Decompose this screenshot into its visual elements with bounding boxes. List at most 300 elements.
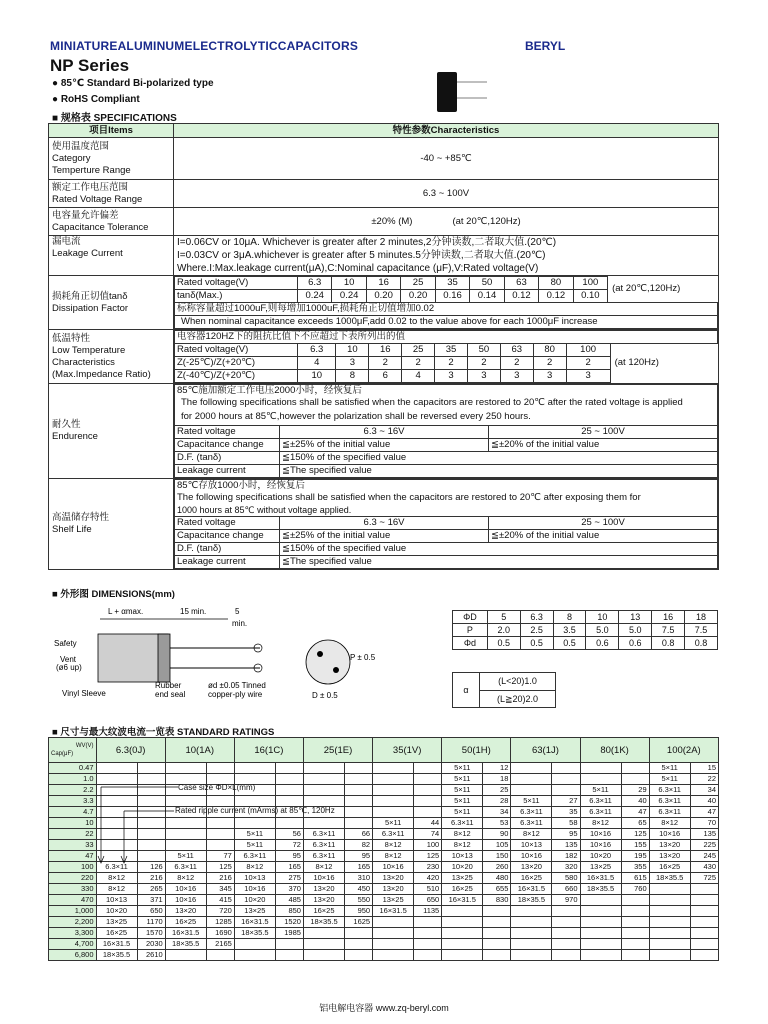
ripple-current: 27 [552,796,580,807]
case-size [165,950,206,961]
ripple-current: 1985 [275,928,303,939]
case-size [511,774,552,785]
lowtemp-row1-cell: 2 [500,357,533,370]
ripple-current [414,774,442,785]
ripple-current [275,939,303,950]
corner-wv: WV(V) [75,743,94,749]
ripple-current: 265 [137,884,165,895]
ripple-current [690,928,718,939]
ripple-current [414,917,442,928]
df-value-cell: 0.24 [298,290,332,303]
ripple-current [483,917,511,928]
table-row [49,884,719,895]
ripple-current: 47 [621,807,649,818]
case-size: 16×25 [442,884,483,895]
cap-value: 1,000 [49,906,97,917]
endurance-note-en1: The following specifications shall be satisfied when the capacitors are restored to 20℃ after the rated voltage is applied [175,397,718,409]
lowtemp-row1-cell: 2 [369,357,402,370]
df-rv-label: Rated voltage(V) [175,277,298,290]
lowtemp-voltage: 6.3 [298,344,336,357]
lowtemp-row2-cell: 3 [467,370,500,383]
ripple-current [414,807,442,818]
ripple-current: 15 [690,763,718,774]
case-size: 5×11 [442,785,483,796]
ripple-current: 72 [275,840,303,851]
df-voltage: 63 [504,277,538,290]
ripple-current: 182 [552,851,580,862]
lowtemp-voltage: 16 [369,344,402,357]
case-size: 10×16 [234,884,275,895]
dim-cell: 0.6 [619,637,652,650]
df-value-cell: 0.24 [332,290,366,303]
ripple-current: 2610 [137,950,165,961]
lowtemp-row2-label: Z(-40℃)/Z(+20℃) [175,370,298,383]
ripple-current [414,763,442,774]
ripple-current [345,774,373,785]
ratings-heading: ■ 尺寸与最大纹波电流一览表 STANDARD RATINGS [52,727,275,738]
ripple-current: 40 [621,796,649,807]
ripple-current [621,895,649,906]
lowtemp-row1-cell: 4 [298,357,336,370]
ripple-current: 1285 [206,917,234,928]
ripple-current: 720 [206,906,234,917]
ripple-current: 310 [345,873,373,884]
shelf-note-en2: 1000 hours at 85℃ without voltage applied. [175,504,718,517]
temp-value: -40 ~ +85℃ [174,138,719,180]
df-voltage: 100 [573,277,607,290]
cap-value: 2,200 [49,917,97,928]
ripple-current: 74 [414,829,442,840]
lowtemp-condition: (at 120Hz) [614,357,659,369]
ripple-current: 970 [552,895,580,906]
ripple-current [345,928,373,939]
case-size: 10×13 [96,895,137,906]
case-size: 6.3×11 [580,807,621,818]
ripple-current [275,785,303,796]
alpha-v1: (L<20)1.0 [480,673,556,691]
df-voltage: 50 [470,277,504,290]
ripple-current [345,950,373,961]
endurance-note-cn: 85℃施加额定工作电压2000小时，经恢复后 [175,385,718,398]
cap-value: 3.3 [49,796,97,807]
df-label: 损耗角正切值tanδ Dissipation Factor [49,276,174,330]
brand-name: BERYL [525,39,566,53]
cap-value: 3,300 [49,928,97,939]
dim-cell: 2.0 [487,624,520,637]
case-size: 10×16 [165,884,206,895]
case-size: 10×20 [96,906,137,917]
lowtemp-row1-cell: 2 [533,357,566,370]
dim-5: 5 [235,607,240,616]
ripple-current [345,785,373,796]
ripple-current [552,950,580,961]
df-voltage: 6.3 [298,277,332,290]
ripple-current [552,928,580,939]
ripple-current [552,763,580,774]
ripple-current: 70 [690,818,718,829]
ripple-current: 485 [275,895,303,906]
case-size: 8×12 [373,840,414,851]
ripple-current [552,917,580,928]
case-size: 13×25 [442,873,483,884]
ripple-current: 950 [345,906,373,917]
case-size: 18×35.5 [511,895,552,906]
case-size: 13×20 [373,884,414,895]
dim-l-alpha: L + αmax. [108,607,144,616]
ripple-current [621,928,649,939]
case-size [649,917,690,928]
dim-cell: 16 [652,611,685,624]
case-size: 18×35.5 [234,928,275,939]
ripple-current: 550 [345,895,373,906]
lowtemp-row1-cell: 3 [336,357,369,370]
lowtemp-voltage: 63 [500,344,533,357]
case-size [373,917,414,928]
ripple-current: 100 [414,840,442,851]
ripple-current: 165 [275,862,303,873]
ripple-current: 28 [483,796,511,807]
ripple-current: 275 [275,873,303,884]
ripple-current: 195 [621,851,649,862]
ripple-current: 135 [552,840,580,851]
lowtemp-voltage: 80 [533,344,566,357]
case-size [511,763,552,774]
case-size [303,818,344,829]
cap-value: 220 [49,873,97,884]
dim-vent2: (ø6 up) [56,663,82,672]
dim-cell: 5.0 [619,624,652,637]
table-row [49,895,719,906]
corner-cap: Cap(μF) [51,751,74,757]
voltage-header: 25(1E) [303,738,372,763]
df-value-cell: 0.12 [539,290,573,303]
ripple-current: 480 [483,873,511,884]
endurance-value [174,384,719,479]
ripple-current: 22 [690,774,718,785]
ripple-current: 66 [345,829,373,840]
ripple-current [414,939,442,950]
case-size [303,796,344,807]
ripple-current [206,818,234,829]
feature-bullet: ● 85℃ Standard Bi-polarized type [52,78,214,89]
ripple-current: 18 [483,774,511,785]
case-size [373,774,414,785]
case-size: 10×16 [649,829,690,840]
endurance-range1: 6.3 ~ 16V [280,426,489,439]
case-size: 10×16 [303,873,344,884]
ripple-current [621,774,649,785]
case-size [511,785,552,796]
endurance-lc: ≦The specified value [280,465,718,478]
lowtemp-row2-cell: 10 [298,370,336,383]
df-note-cn: 标称容量超过1000uF,则每增加1000uF,损耗角正切值增加0.02 [175,303,718,316]
ripple-current: 40 [690,796,718,807]
endurance-df: ≦150% of the specified value [280,452,718,465]
annotation-arrows [96,770,186,865]
table-row [49,928,719,939]
case-size [303,785,344,796]
dim-cell: 0.5 [520,637,553,650]
ripple-current [690,895,718,906]
alpha-label: α [453,673,480,708]
df-value-cell: 0.20 [401,290,435,303]
ripple-current: 95 [345,851,373,862]
leakage-value: I=0.06CV or 10μA. Whichever is greater after 2 minutes,2分钟读数,二者取大值.(20℃) I=0.03CV or 3μA.whichever is greater after 5 minutes.5分钟读数,二者取大值.(20℃) Where.I:Max.leakage current(μA),C:Nominal capacitance (μF),V:Rated voltage(V) [174,236,719,276]
lowtemp-row2-cell: 3 [500,370,533,383]
case-size: 5×11 [580,785,621,796]
case-size: 5×11 [442,763,483,774]
case-size [649,884,690,895]
ripple-current: 1520 [275,917,303,928]
voltage-header: 63(1J) [511,738,580,763]
case-size [580,895,621,906]
dim-cell: 0.8 [652,637,685,650]
ripple-current: 95 [275,851,303,862]
case-size: 13×20 [303,895,344,906]
shelf-cap1: ≦±25% of the initial value [280,530,489,543]
section-heading: ■ 规格表 SPECIFICATIONS [52,113,177,124]
case-size: 8×12 [234,862,275,873]
case-size [649,895,690,906]
ripple-current [552,939,580,950]
case-size: 13×20 [511,862,552,873]
case-size: 16×25 [165,917,206,928]
case-size [303,763,344,774]
endurance-cap1: ≦±25% of the initial value [280,439,489,452]
case-size [234,796,275,807]
dim-cell: 3.5 [553,624,586,637]
dim-wire: ød ±0.05 Tinned [208,681,266,690]
shelf-rv-label: Rated voltage [175,517,280,530]
case-size: 10×16 [580,829,621,840]
endurance-lc-label: Leakage current [175,465,280,478]
case-size: 6.3×11 [580,796,621,807]
ripple-current: 1625 [345,917,373,928]
ripple-current: 1570 [137,928,165,939]
lowtemp-value [174,330,719,384]
dim-cell: 0.6 [586,637,619,650]
ripple-note: Rated ripple current (mArms) at 85℃, 120Hz [175,806,335,815]
lowtemp-voltage: 10 [336,344,369,357]
ripple-current: 65 [621,818,649,829]
case-size [580,928,621,939]
ripple-current: 660 [552,884,580,895]
ripple-current [621,906,649,917]
dim-cell: 0.5 [487,637,520,650]
case-size [373,785,414,796]
case-size-note: Case size ΦD×L(mm) [178,783,256,792]
dim-cell: 0.8 [685,637,718,650]
shelf-cap2: ≦±20% of the initial value [489,530,718,543]
ripple-current [690,906,718,917]
case-size: 13×25 [96,917,137,928]
case-size: 10×16 [373,862,414,873]
lowtemp-row2-cell: 8 [336,370,369,383]
table-row [49,950,719,961]
lowtemp-rv-label: Rated voltage(V) [175,344,298,357]
case-size [580,950,621,961]
table-row [49,939,719,950]
case-size: 16×31.5 [96,939,137,950]
ripple-current [206,840,234,851]
dim-cell: 7.5 [685,624,718,637]
case-size [373,796,414,807]
ripple-current: 371 [137,895,165,906]
ripple-current: 35 [552,807,580,818]
voltage-label: 额定工作电压范围 Rated Voltage Range [49,180,174,208]
case-size: 5×11 [442,807,483,818]
lowtemp-row2-cell: 4 [402,370,435,383]
ripple-current: 34 [483,807,511,818]
dimensions-heading: ■ 外形图 DIMENSIONS(mm) [52,589,175,600]
case-size [234,950,275,961]
case-size [234,763,275,774]
case-size [373,807,414,818]
case-size: 13×25 [373,895,414,906]
case-size: 10×16 [511,851,552,862]
cap-value: 1.0 [49,774,97,785]
ripple-current: 450 [345,884,373,895]
voltage-header: 16(1C) [234,738,303,763]
case-size: 8×12 [649,818,690,829]
case-size: 5×11 [511,796,552,807]
df-voltage: 80 [539,277,573,290]
shelf-range1: 6.3 ~ 16V [280,517,489,530]
lowtemp-row1-label: Z(-25℃)/Z(+20℃) [175,357,298,370]
case-size [580,763,621,774]
ripple-current: 655 [483,884,511,895]
cap-value: 4,700 [49,939,97,950]
case-size: 6.3×11 [165,862,206,873]
ripple-current [552,785,580,796]
cap-value: 100 [49,862,97,873]
ripple-current: 830 [483,895,511,906]
case-size [649,939,690,950]
case-size [580,917,621,928]
case-size: 16×25 [511,873,552,884]
shelf-df: ≦150% of the specified value [280,543,718,556]
ripple-current: 216 [206,873,234,884]
ripple-current [275,763,303,774]
ratings-corner [49,738,97,763]
case-size [580,939,621,950]
dim-safety: Safety [54,639,77,648]
case-size: 8×12 [303,862,344,873]
df-voltage: 25 [401,277,435,290]
shelf-cap-label: Capacitance change [175,530,280,543]
tolerance-value: ±20% (M) (at 20℃,120Hz) [174,208,719,236]
ripple-current: 355 [621,862,649,873]
ripple-current [345,818,373,829]
shelf-range2: 25 ~ 100V [489,517,718,530]
lowtemp-row1-cell: 2 [402,357,435,370]
case-size: 6.3×11 [303,840,344,851]
lowtemp-row1-cell: 2 [467,357,500,370]
ripple-current [275,818,303,829]
lowtemp-row2-cell: 6 [369,370,402,383]
ripple-current: 1135 [414,906,442,917]
case-size [303,928,344,939]
case-size: 5×11 [649,763,690,774]
ripple-current: 34 [690,785,718,796]
voltage-value: 6.3 ~ 100V [174,180,719,208]
case-size: 13×25 [234,906,275,917]
case-size [649,950,690,961]
ripple-current: 370 [275,884,303,895]
case-size: 6.3×11 [649,807,690,818]
case-size: 6.3×11 [303,829,344,840]
ripple-current: 126 [137,862,165,873]
case-size: 16×31.5 [165,928,206,939]
case-size: 8×12 [165,873,206,884]
ripple-current [621,917,649,928]
cap-value: 470 [49,895,97,906]
dim-cell: 2.5 [520,624,553,637]
ripple-current: 1170 [137,917,165,928]
df-value-cell: 0.10 [573,290,607,303]
df-voltage: 35 [435,277,469,290]
ripple-current: 58 [552,818,580,829]
df-voltage: 10 [332,277,366,290]
lowtemp-label: 低温特性 Low Temperature Characteristics (Max.Impedance Ratio) [49,330,174,384]
case-size: 16×25 [96,928,137,939]
case-size [303,939,344,950]
cap-value: 33 [49,840,97,851]
ripple-current [552,906,580,917]
case-size [442,939,483,950]
lowtemp-voltage: 25 [402,344,435,357]
case-size [234,939,275,950]
ripple-current [206,763,234,774]
lowtemp-row2-cell: 3 [533,370,566,383]
shelf-note-en1: The following specifications shall be satisfied when the capacitors are restored to 20℃ after exposing them for [175,492,718,504]
case-size: 5×11 [165,851,206,862]
catalog-heading: MINIATUREALUMINUMELECTROLYTICCAPACITORS [50,39,359,53]
case-size [373,939,414,950]
ripple-current: 320 [552,862,580,873]
ripple-current: 82 [345,840,373,851]
case-size: 8×12 [511,829,552,840]
df-voltage: 16 [366,277,400,290]
case-size: 8×12 [442,840,483,851]
case-size: 10×16 [165,895,206,906]
shelf-lc: ≦The specified value [280,556,718,569]
case-size: 16×31.5 [234,917,275,928]
cap-value: 0.47 [49,763,97,774]
shelf-lc-label: Leakage current [175,556,280,569]
case-size [303,950,344,961]
ripple-current [483,950,511,961]
ripple-current: 47 [690,807,718,818]
cap-value: 22 [49,829,97,840]
ripple-current: 155 [621,840,649,851]
case-size: 8×12 [96,873,137,884]
case-size: 13×25 [580,862,621,873]
lowtemp-row2-cell: 3 [566,370,610,383]
lowtemp-row1-cell: 2 [566,357,610,370]
lowtemp-voltage: 35 [435,344,468,357]
case-size: 5×11 [234,840,275,851]
shelf-value [174,479,719,570]
footer: 铝电解电容器 www.zq-beryl.com [319,1003,449,1013]
ripple-current [552,774,580,785]
feature-bullet: ● RoHS Compliant [52,94,140,105]
case-size: 5×11 [442,796,483,807]
endurance-rv-label: Rated voltage [175,426,280,439]
ripple-current: 760 [621,884,649,895]
case-size [649,906,690,917]
case-size: 5×11 [649,774,690,785]
